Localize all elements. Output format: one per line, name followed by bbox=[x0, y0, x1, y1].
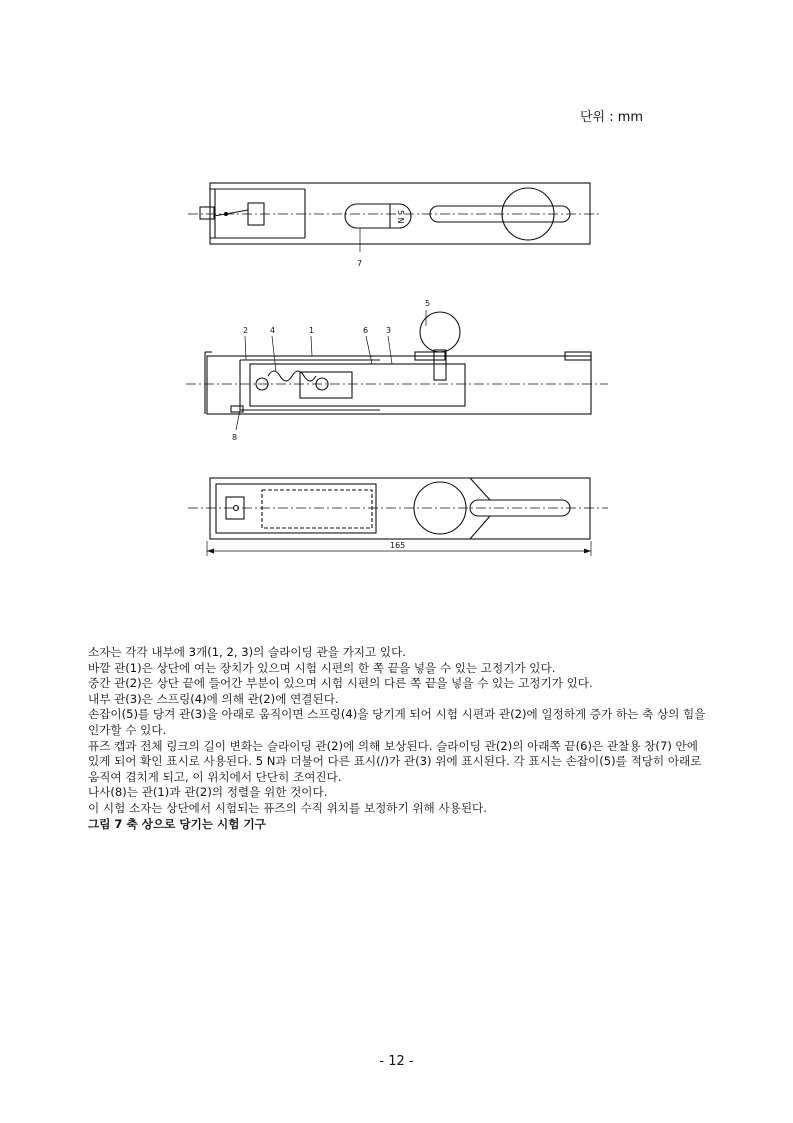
label-7: 7 bbox=[357, 259, 363, 268]
label-6: 6 bbox=[363, 326, 369, 335]
paragraph: 바깥 관(1)은 상단에 여는 장치가 있으며 시험 시편의 한 쪽 끝을 넣을 수 있는 고정기가 있다. bbox=[88, 660, 556, 675]
label-2: 2 bbox=[243, 326, 249, 335]
unit-label: 단위 : mm bbox=[580, 110, 644, 125]
paragraph: 나사(8)는 관(1)과 관(2)의 정렬을 위한 것이다. bbox=[88, 785, 328, 800]
figure-caption: 그림 7 축 상으로 당기는 시험 기구 bbox=[88, 816, 266, 831]
top-view bbox=[188, 183, 600, 252]
page-number: - 12 - bbox=[379, 1054, 414, 1069]
label-3: 3 bbox=[386, 326, 392, 335]
section-view bbox=[186, 310, 608, 430]
paragraph: 중간 관(2)은 상단 끝에 들어간 부분이 있으며 시험 시편의 다른 쪽 끝을 넣을 수 있는 고정기가 있다. bbox=[88, 676, 593, 691]
label-4: 4 bbox=[270, 326, 276, 335]
paragraph: 이 시험 소자는 상단에서 시험되는 퓨즈의 수직 위치를 보정하기 위해 사용된다. bbox=[88, 800, 487, 815]
paragraph: 내부 관(3)은 스프링(4)에 의해 관(2)에 연결된다. bbox=[88, 691, 339, 706]
paragraph: 퓨즈 캡과 전체 링크의 길이 변화는 슬라이딩 관(2)에 의해 보상된다. 슬라이딩 관(2)의 아래쪽 끝(6)은 관찰용 창(7) 안에 있게 되어 확인 표시로 사용된다. 5 N과 더불어 다른 표시(/)가 관(3) 위에 표시된다. 각 표시는 손잡이(5)를 적당히 아래로 움직여 겹치게 되고, 이 위치에서 단단히 조여진다. bbox=[88, 738, 702, 784]
dimension-label: 165 bbox=[390, 541, 406, 550]
label-5: 5 bbox=[425, 299, 431, 308]
description-text bbox=[88, 645, 708, 832]
paragraph: 손잡이(5)를 당겨 관(3)을 아래로 움직이면 스프링(4)을 당기게 되어 시험 시편과 관(2)에 일정하게 증가 하는 축 상의 힘을 인가할 수 있다. bbox=[88, 707, 706, 737]
paragraph: 소자는 각각 내부에 3개(1, 2, 3)의 슬라이딩 관을 가지고 있다. bbox=[88, 645, 406, 659]
label-8: 8 bbox=[232, 433, 238, 442]
label-5n: 5 N bbox=[396, 210, 405, 224]
label-1: 1 bbox=[309, 326, 315, 335]
